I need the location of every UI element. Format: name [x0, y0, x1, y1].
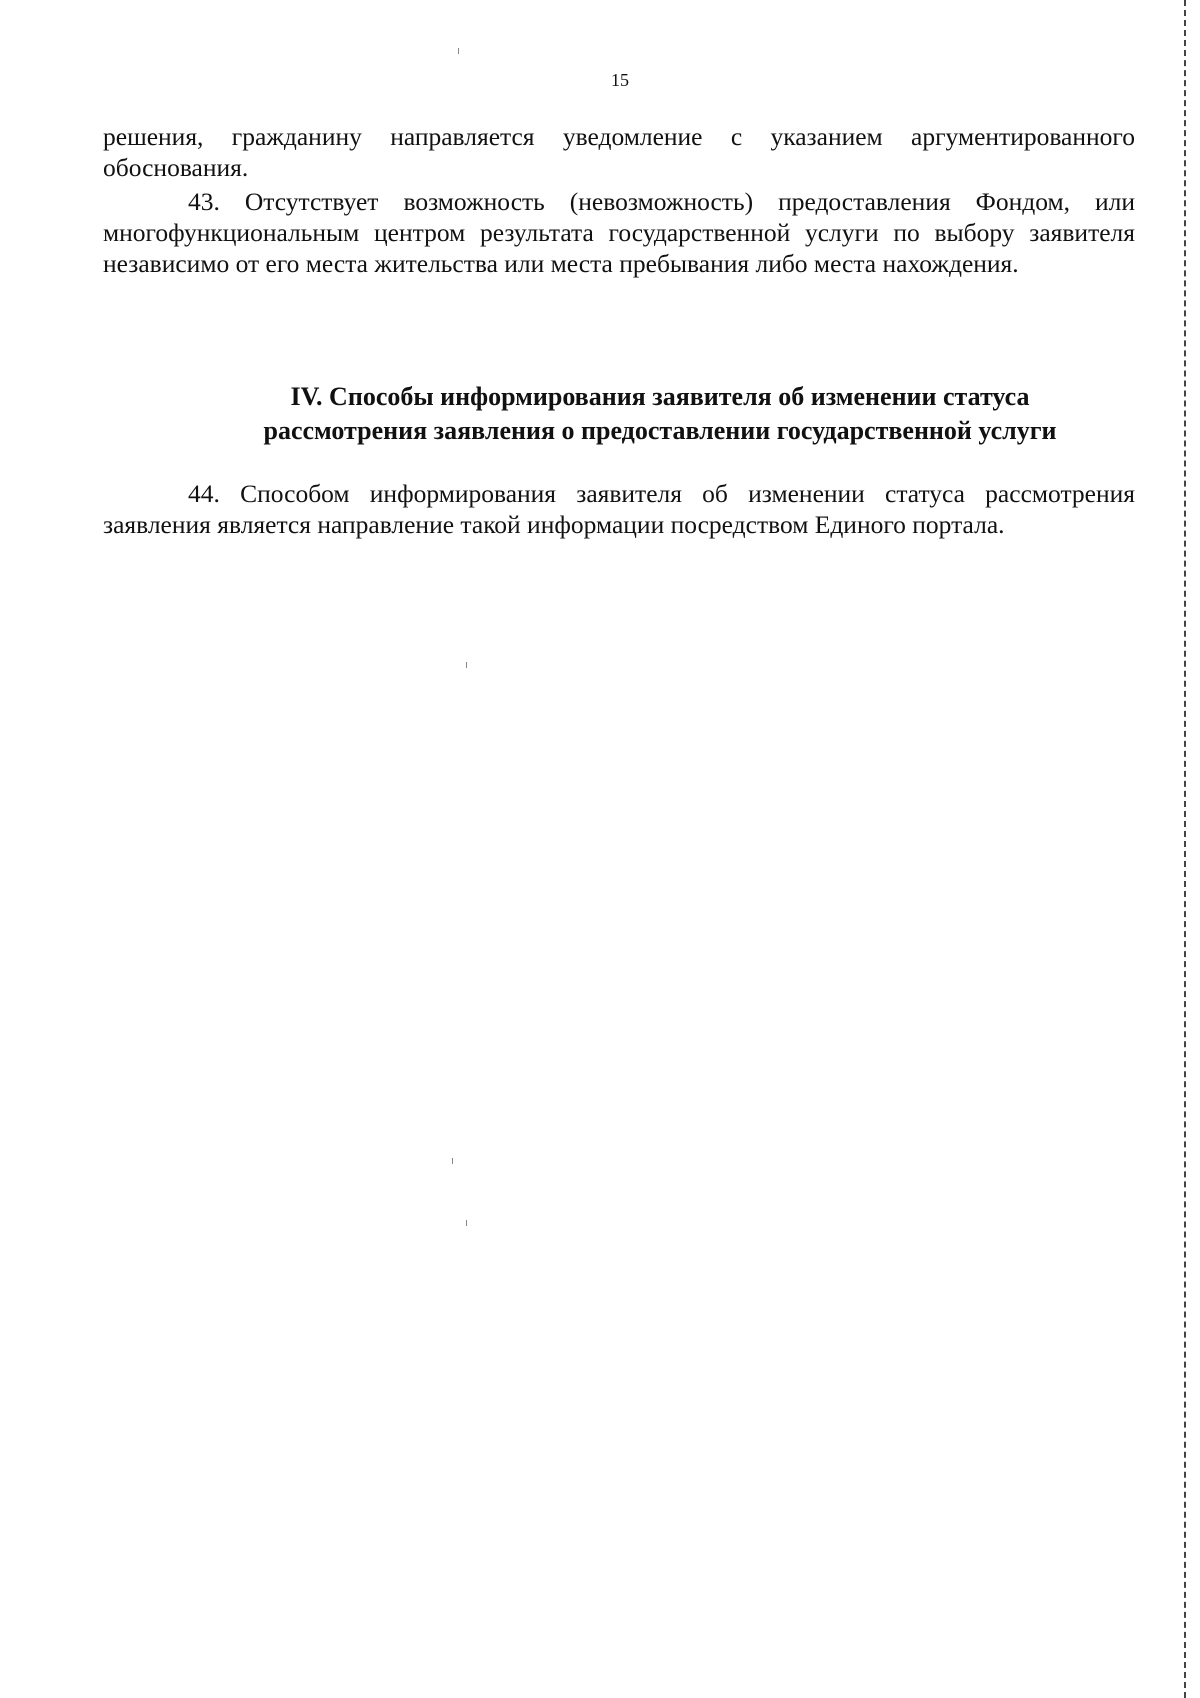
scan-speck	[452, 1158, 453, 1164]
scan-speck	[466, 1220, 467, 1226]
scan-margin-edge	[1184, 0, 1186, 1698]
section-heading-line-1: IV. Способы информирования заявителя об изменении статуса	[290, 382, 1030, 411]
page-number: 15	[611, 70, 629, 90]
scan-speck	[466, 662, 467, 668]
section-heading-line-2: рассмотрения заявления о предоставлении государственной услуги	[263, 416, 1057, 445]
paragraph-continuation: решения, гражданину направляется уведомление с указанием аргументированного обоснования.	[103, 122, 1135, 182]
scan-speck	[458, 48, 459, 54]
section-heading	[180, 380, 1140, 448]
paragraph-44: 44. Способом информирования заявителя об изменении статуса рассмотрения заявления является направление такой информации посредством Единого портала.	[103, 479, 1135, 539]
paragraph-43: 43. Отсутствует возможность (невозможность) предоставления Фондом, или многофункциональным центром результата государственной услуги по выбору заявителя независимо от его места жительства или места пребывания либо места нахождения.	[103, 187, 1135, 278]
